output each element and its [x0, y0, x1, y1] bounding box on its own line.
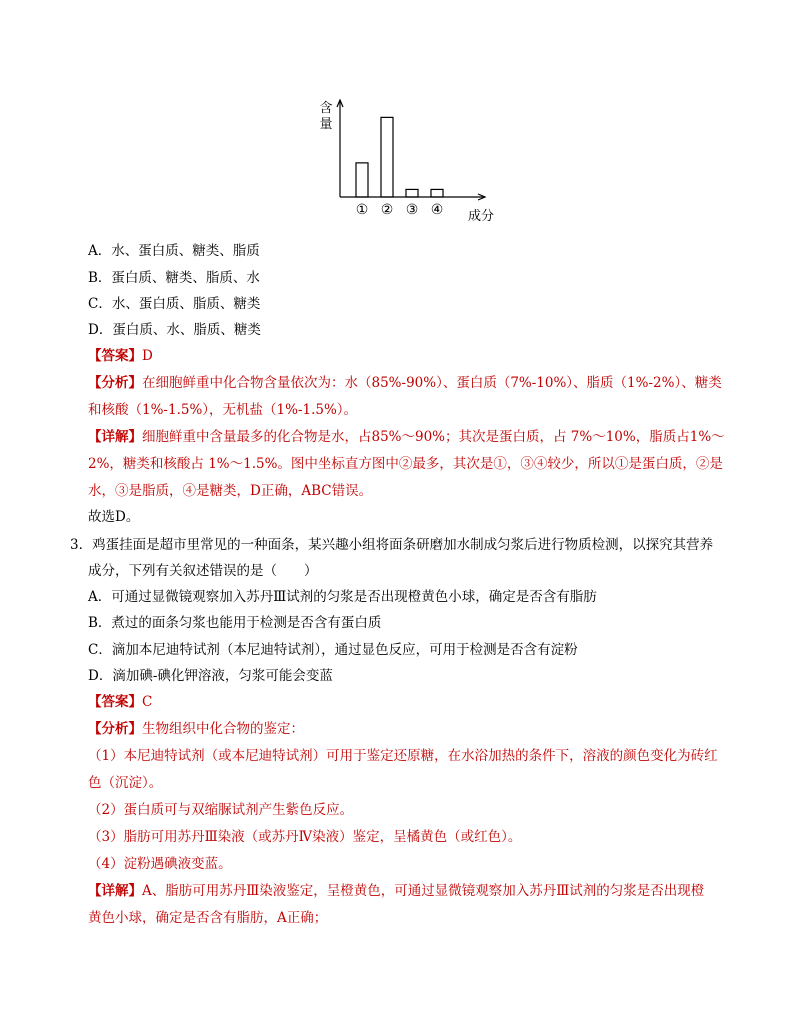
chart-axes [337, 100, 485, 200]
chart-tick-labels [356, 202, 444, 218]
q3-option-d: D．滴加碘-碘化钾溶液，匀浆可能会变蓝 [88, 668, 333, 684]
detail-text: A、脂肪可用苏丹Ⅲ染液鉴定，呈橙黄色，可通过显微镜观察加入苏丹Ⅲ试剂的匀浆是否出现橙 [142, 883, 705, 899]
y-axis-label-char-1: 含 [319, 101, 333, 116]
bar-2 [381, 117, 393, 197]
q2-answer [88, 347, 153, 365]
tick-label-1: ① [355, 202, 369, 218]
q3-option-c: C．滴加本尼迪特试剂（本尼迪特试剂），通过显色反应，可用于检测是否含有淀粉 [88, 642, 578, 658]
q2-detail-line-1 [88, 428, 725, 446]
bar-4 [431, 189, 443, 197]
analysis-text: 在细胞鲜重中化合物含量依次为：水（85%-90%）、蛋白质（7%-10%）、脂质（1%-2%）、糖类 [142, 375, 722, 391]
tick-label-3: ③ [405, 202, 419, 218]
detail-tag: 【详解】 [88, 883, 142, 899]
bar-1 [356, 163, 368, 197]
chart-bars [356, 117, 443, 197]
q3-analysis-line-1 [88, 720, 304, 738]
answer-tag: 【答案】 [88, 694, 142, 710]
x-axis-label: 成分 [468, 209, 495, 224]
q3-analysis-line-3: 色（沉淀）。 [88, 775, 163, 791]
y-axis-label-char-2: 量 [319, 117, 333, 132]
q2-option-b: B．蛋白质、糖类、脂质、水 [88, 270, 260, 286]
bar-chart-figure [300, 92, 510, 232]
analysis-tag: 【分析】 [88, 721, 142, 737]
q2-conclusion: 故选D。 [88, 509, 140, 525]
tick-label-4: ④ [430, 202, 444, 218]
answer-value: D [142, 348, 153, 364]
q2-option-d: D．蛋白质、水、脂质、糖类 [88, 322, 261, 338]
analysis-tag: 【分析】 [88, 375, 142, 391]
tick-label-2: ② [380, 202, 394, 218]
q2-detail-line-3: 水，③是脂质，④是糖类，D正确，ABC错误。 [88, 483, 373, 499]
q3-option-b: B．煮过的面条匀浆也能用于检测是否含有蛋白质 [88, 615, 382, 631]
q3-analysis-line-6: （4）淀粉遇碘液变蓝。 [88, 856, 232, 872]
bar-chart [300, 92, 510, 232]
q3-detail-line-2: 黄色小球，确定是否含有脂肪，A正确； [88, 910, 328, 926]
q2-analysis-line-1 [88, 374, 722, 392]
q3-answer [88, 693, 152, 711]
q3-detail-line-1 [88, 882, 704, 900]
bar-3 [406, 189, 418, 197]
answer-tag: 【答案】 [88, 348, 142, 364]
detail-text: 细胞鲜重中含量最多的化合物是水，占85%～90%；其次是蛋白质，占 7%～10%，脂质占1%～ [142, 429, 725, 445]
q2-analysis-line-2: 和核酸（1%-1.5%），无机盐（1%-1.5%）。 [88, 402, 358, 418]
detail-tag: 【详解】 [88, 429, 142, 445]
q2-detail-line-2: 2%，糖类和核酸占 1%～1.5%。图中坐标直方图中②最多，其次是①，③④较少，所以①是蛋白质，②是 [88, 456, 723, 472]
q3-analysis-line-2: （1）本尼迪特试剂（或本尼迪特试剂）可用于鉴定还原糖，在水浴加热的条件下，溶液的颜色变化为砖红 [88, 748, 718, 764]
answer-value: C [142, 694, 153, 710]
q3-stem-line-1: 3．鸡蛋挂面是超市里常见的一种面条，某兴趣小组将面条研磨加水制成匀浆后进行物质检测，以探究其营养 [70, 537, 714, 553]
analysis-text: 生物组织中化合物的鉴定： [142, 721, 304, 737]
q3-option-a: A．可通过显微镜观察加入苏丹Ⅲ试剂的匀浆是否出现橙黄色小球，确定是否含有脂肪 [88, 589, 597, 605]
q3-analysis-line-4: （2）蛋白质可与双缩脲试剂产生紫色反应。 [88, 802, 354, 818]
q3-stem-line-2: 成分，下列有关叙述错误的是（ ） [88, 563, 318, 579]
q2-option-a: A．水、蛋白质、糖类、脂质 [88, 243, 260, 259]
q2-option-c: C．水、蛋白质、脂质、糖类 [88, 296, 261, 312]
q3-analysis-line-5: （3）脂肪可用苏丹Ⅲ染液（或苏丹Ⅳ染液）鉴定，呈橘黄色（或红色）。 [88, 829, 522, 845]
